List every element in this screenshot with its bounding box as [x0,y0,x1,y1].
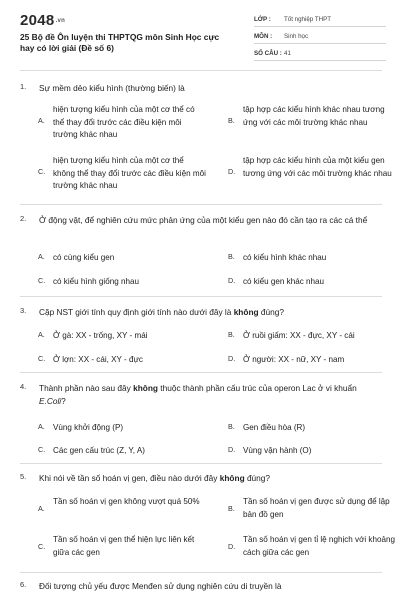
option-text: Tần số hoán vị gen thể hiện lực liên kết giữa các gen [53,535,195,557]
document-meta [254,10,386,61]
option-letter: A. [38,252,45,261]
option-letter: D. [228,542,236,551]
option-letter: B. [228,252,235,261]
option-letter: C. [38,445,46,454]
meta-count-row [254,44,386,61]
option-text: Tần số hoán vị gen tỉ lệ nghịch với khoảng cách giữa các gen [243,535,395,557]
emphasis-not: không [233,307,259,317]
question-number: 4. [20,382,27,391]
meta-class-label: LỚP : [254,16,271,23]
meta-count-value: 41 [284,50,291,57]
question-text: Sự mềm dẻo kiểu hình (thường biến) là [39,83,185,93]
option-text: tập hợp các kiểu hình của một kiểu gen tương ứng với các môi trường khác nhau [243,156,392,178]
option-letter: C. [38,167,46,176]
question-number: 6. [20,580,27,589]
option-text: Ở gà: XX - trống, XY - mái [53,331,148,340]
option-text: Tần số hoán vị gen không vượt quá 50% [53,497,200,506]
question-text: Cặp NST giới tính quy định giới tính nào dưới đây là không đúng? [39,307,284,317]
option-letter: D. [228,167,236,176]
option-text: hiện tượng kiểu hình của một cơ thể có thể thay đổi trước các điều kiện môi trường khác nhau [53,105,195,139]
question-divider [20,463,382,464]
meta-count-label: SỐ CÂU : [254,50,282,57]
question-text: Khi nói về tần số hoán vị gen, điều nào dưới đây không đúng? [39,473,271,483]
option-text: có kiểu hình giống nhau [53,277,139,286]
option-text: Gen điều hòa (R) [243,423,306,432]
document-header [0,0,400,70]
question-1 [20,82,392,200]
emphasis-not: không [133,383,158,393]
site-logo[interactable]: 2048.vn [20,12,66,29]
question-number: 5. [20,472,27,481]
question-2 [20,214,382,294]
option-letter: A. [38,116,45,125]
meta-subject-label: MÔN : [254,33,273,40]
option-letter: B. [228,330,235,339]
document-title: 25 Bộ đề Ôn luyện thi THPTQG môn Sinh Học cực hay có lời giải (Đề số 6) [20,32,220,53]
option-text: tập hợp các kiểu hình khác nhau tương ứng với các môi trường khác nhau [243,105,385,127]
option-text: Vùng vận hành (O) [243,446,312,455]
option-text: Ở người: XX - nữ, XY - nam [243,355,345,364]
option-letter: A. [38,422,45,431]
option-letter: C. [38,276,46,285]
emphasis-not: không [219,473,245,483]
option-letter: D. [228,445,236,454]
question-number: 2. [20,214,27,223]
option-text: có kiểu hình khác nhau [243,253,327,262]
question-divider [20,572,382,573]
question-divider [20,296,382,297]
question-text: Đối tượng chủ yếu được Menđen sử dụng nghiên cứu di truyền là [39,581,282,591]
option-text: Ở lợn: XX - cái, XY - đực [53,355,143,364]
option-text: Các gen cấu trúc (Z, Y, A) [53,446,145,455]
meta-class-row [254,10,386,27]
option-letter: D. [228,354,236,363]
question-3 [20,306,382,368]
option-letter: A. [38,504,45,513]
option-text: có kiểu gen khác nhau [243,277,324,286]
question-4 [20,382,382,460]
question-text: Thành phần nào sau đây không thuộc thành phần cấu trúc của operon Lac ở vi khuẩn E.Coli? [39,383,357,406]
option-letter: A. [38,330,45,339]
question-6 [20,580,382,596]
question-divider [20,204,382,205]
question-5 [20,472,395,570]
option-letter: B. [228,504,235,513]
header-divider [20,70,382,71]
meta-subject-value: Sinh học [284,33,309,40]
option-letter: B. [228,422,235,431]
option-letter: B. [228,116,235,125]
question-divider [20,372,382,373]
option-text: Vùng khởi động (P) [53,423,124,432]
option-letter: D. [228,276,236,285]
option-text: hiện tượng kiểu hình của một cơ thể không thể thay đổi trước các điều kiện môi trường khác nhau [53,156,206,190]
question-text: Ở động vật, để nghiên cứu mức phản ứng của một kiểu gen nào đó cần tạo ra các cá thể [39,215,368,225]
meta-class-value: Tốt nghiệp THPT [284,16,332,23]
meta-subject-row [254,27,386,44]
option-text: có cùng kiểu gen [53,253,115,262]
species-name: E.Coli [39,395,62,406]
question-number: 1. [20,82,27,91]
question-number: 3. [20,306,27,315]
option-text: Tần số hoán vị gen được sử dụng để lập bản đồ gen [243,497,390,519]
option-text: Ở ruồi giấm: XX - đực, XY - cái [243,331,355,340]
option-letter: C. [38,542,46,551]
option-letter: C. [38,354,46,363]
